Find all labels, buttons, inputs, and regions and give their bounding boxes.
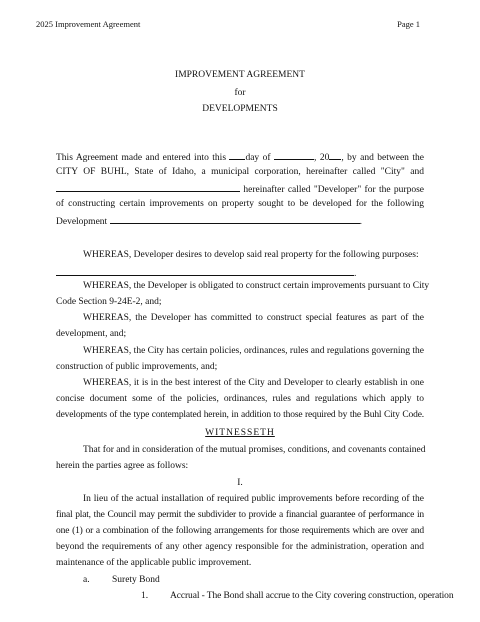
whereas-1: WHEREAS, Developer desires to develop said real property for the following purposes: <box>83 250 419 260</box>
whereas-4: WHEREAS, the City has certain policies, ordinances, rules and regulations governing the <box>83 346 424 356</box>
agreement-text: This Agreement made and entered into this <box>56 153 227 163</box>
item-a-marker: a. <box>83 575 90 585</box>
whereas-5: WHEREAS, it is in the best interest of the City and Developer to clearly establish in one <box>83 378 424 388</box>
section1-line-5: maintenance of the applicable public improvement. <box>56 558 252 568</box>
section-number: I. <box>237 478 243 488</box>
header-title: 2025 Improvement Agreement <box>36 19 141 29</box>
item-a-label: Surety Bond <box>112 575 160 585</box>
section1-line-4: beyond the requirements of any other agency responsible for the administration, operation and <box>56 542 424 552</box>
agreement-text: . <box>359 217 362 227</box>
agreement-line-3 <box>56 182 424 196</box>
agreement-line-5 <box>56 214 424 228</box>
agreement-line-2: CITY OF BUHL, State of Idaho, a municipal corporation, hereinafter called "City" and <box>56 167 424 177</box>
item-1-marker: 1. <box>141 591 149 601</box>
whereas-2-cont: Code Section 9-24E-2, and; <box>56 297 162 307</box>
section1-line-2: final plat, the Council may permit the subdivider to provide a financial guarantee of performance in <box>56 510 424 520</box>
agreement-text: , 20 <box>314 153 330 163</box>
witnesseth-text: WITNESSETH <box>205 428 275 438</box>
whereas-5-cont: concise document some of the policies, ordinances, rules and regulations which apply to <box>56 394 424 404</box>
agreement-text: Development <box>56 217 108 227</box>
agreement-line-4: of constructing certain improvements on property sought to be developed for the following <box>56 199 424 209</box>
agreement-text: hereinafter called "Developer" for the purpose <box>243 185 424 195</box>
developer-name-blank <box>56 182 240 192</box>
consideration-line-2: herein the parties agree as follows: <box>56 461 189 471</box>
month-blank <box>274 150 314 160</box>
whereas-3-cont: development, and; <box>56 329 127 339</box>
development-name-blank <box>110 214 360 224</box>
whereas-5-cont-2: developments of the type contemplated herein, in addition to those required by the Buhl City Code. <box>56 410 424 420</box>
day-blank <box>229 150 245 160</box>
consideration-line-1: That for and in consideration of the mutual promises, conditions, and covenants contained <box>83 445 426 455</box>
whereas-2: WHEREAS, the Developer is obligated to construct certain improvements pursuant to City <box>83 281 430 291</box>
purposes-line <box>56 266 424 280</box>
header-page-number: Page 1 <box>397 19 420 29</box>
whereas-3: WHEREAS, the Developer has committed to construct special features as part of the <box>83 313 424 323</box>
agreement-line-1 <box>56 150 424 164</box>
agreement-text: day of <box>245 153 271 163</box>
whereas-4-cont: construction of public improvements, and; <box>56 362 218 372</box>
year-blank <box>329 150 341 160</box>
section1-line-3: one (1) or a combination of the following arrangements for those requirements which are over and <box>56 526 424 536</box>
document-title-for: for <box>234 88 246 98</box>
section1-line-1: In lieu of the actual installation of required public improvements before recording of the <box>83 494 424 504</box>
purposes-blank <box>56 266 354 276</box>
agreement-text: , by and between the <box>341 153 424 163</box>
agreement-text: . <box>354 269 357 279</box>
document-title: IMPROVEMENT AGREEMENT <box>175 70 305 80</box>
item-1-text: Accrual - The Bond shall accrue to the City covering construction, operation <box>170 591 454 601</box>
witnesseth-heading <box>0 427 480 439</box>
document-subtitle: DEVELOPMENTS <box>202 104 278 114</box>
